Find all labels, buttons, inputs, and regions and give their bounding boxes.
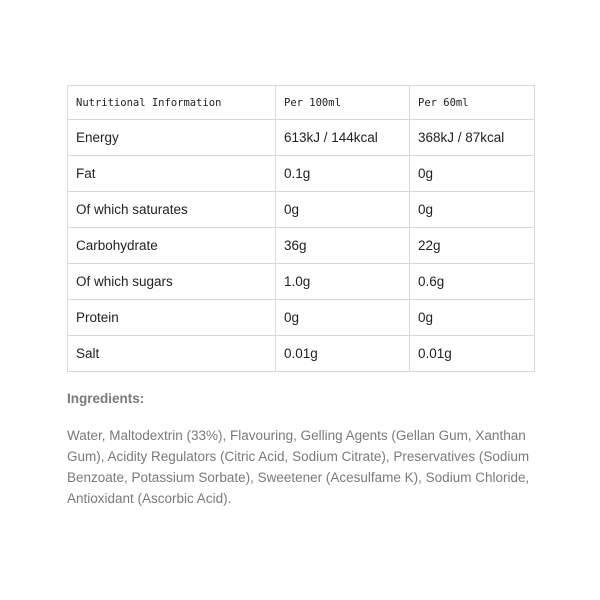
table-row-sugars bbox=[68, 264, 535, 300]
table-row-carbohydrate bbox=[68, 228, 535, 264]
value-per-100ml: 613kJ / 144kcal bbox=[276, 120, 410, 156]
value-per-100ml: 0.01g bbox=[276, 336, 410, 372]
value-per-100ml: 1.0g bbox=[276, 264, 410, 300]
nutrient-name: Salt bbox=[68, 336, 276, 372]
ingredients-text: Water, Maltodextrin (33%), Flavouring, Gelling Agents (Gellan Gum, Xanthan Gum), Acidity Regulators (Citric Acid, Sodium Citrate), Preservatives (Sodium Benzoate, Potassium Sorbate), Sweetener (Acesulfame K), Sodium Chloride, Antioxidant (Ascorbic Acid). bbox=[67, 428, 530, 506]
nutrient-name: Carbohydrate bbox=[68, 228, 276, 264]
nutrient-name: Of which sugars bbox=[68, 264, 276, 300]
value-per-60ml: 368kJ / 87kcal bbox=[410, 120, 535, 156]
nutrient-name: Protein bbox=[68, 300, 276, 336]
value-per-100ml: 36g bbox=[276, 228, 410, 264]
nutrient-name: Energy bbox=[68, 120, 276, 156]
value-per-100ml: 0g bbox=[276, 192, 410, 228]
value-per-60ml: 22g bbox=[410, 228, 535, 264]
header-per-60ml: Per 60ml bbox=[410, 86, 535, 120]
value-per-100ml: 0.1g bbox=[276, 156, 410, 192]
nutrient-name: Fat bbox=[68, 156, 276, 192]
value-per-60ml: 0g bbox=[410, 192, 535, 228]
header-per-100ml: Per 100ml bbox=[276, 86, 410, 120]
nutrition-table bbox=[67, 85, 535, 372]
value-per-60ml: 0.01g bbox=[410, 336, 535, 372]
value-per-60ml: 0g bbox=[410, 156, 535, 192]
ingredients-heading: Ingredients: bbox=[67, 391, 145, 406]
table-row-protein bbox=[68, 300, 535, 336]
nutrition-header-row bbox=[68, 86, 535, 120]
table-row-fat bbox=[68, 156, 535, 192]
table-row-salt bbox=[68, 336, 535, 372]
value-per-100ml: 0g bbox=[276, 300, 410, 336]
value-per-60ml: 0.6g bbox=[410, 264, 535, 300]
value-per-60ml: 0g bbox=[410, 300, 535, 336]
table-row-energy bbox=[68, 120, 535, 156]
header-nutritional-information: Nutritional Information bbox=[68, 86, 276, 120]
nutrient-name: Of which saturates bbox=[68, 192, 276, 228]
table-row-saturates bbox=[68, 192, 535, 228]
